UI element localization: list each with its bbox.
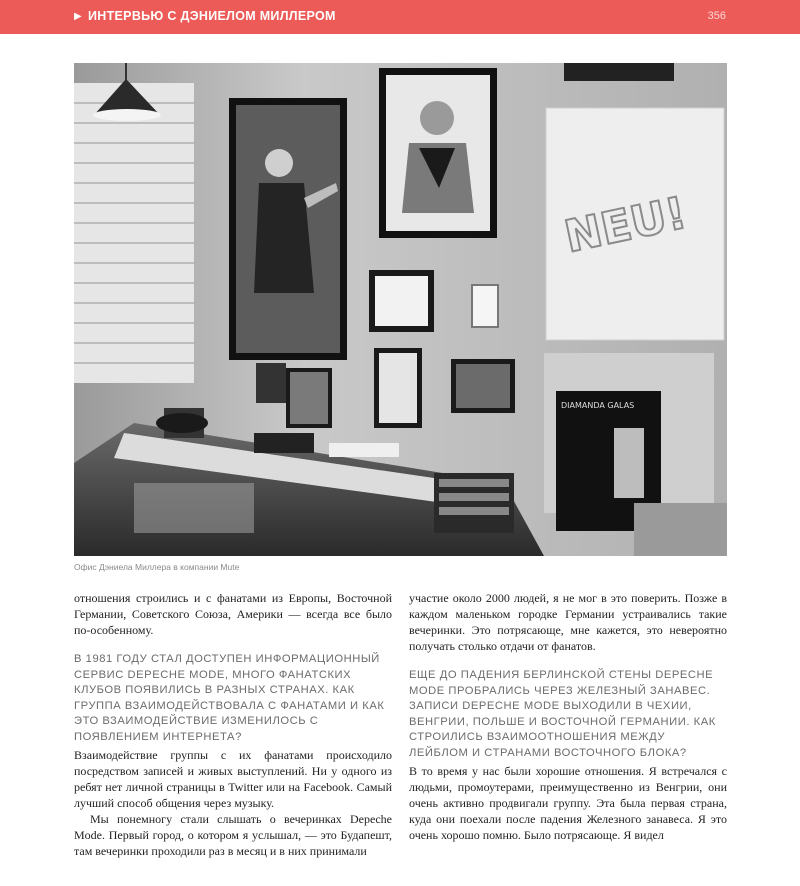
left-paragraph-2: Взаимодействие группы с их фанатами происходило посредством записей и живых выступлений. Ни у одного из ребят нет личной страницы в Twitter или на Facebook. Самый лучший способ общения через музыку.	[74, 748, 392, 810]
left-paragraph-3: Мы понемногу стали слышать о вечеринках Depeche Mode. Первый город, о котором я услышал, — это Будапешт, там вечеринки проходили раз в месяц и в них принимали	[74, 812, 392, 858]
right-paragraph-2: В то время у нас были хорошие отношения. Я встречался с людьми, промоутерами, преимущественно из Венгрии, они очень активно продвигали группу. Эта была первая страна, куда они поехали после падения Железного занавеса. Я это очень хорошо помню. Было потрясающе. Я видел	[409, 764, 727, 842]
left-question-1: В 1981 ГОДУ СТАЛ ДОСТУПЕН ИНФОРМАЦИОННЫЙ СЕРВИС DEPECHE MODE, МНОГО ФАНАТСКИХ КЛУБОВ ПОЯВИЛИСЬ В РАЗНЫХ СТРАНАХ. КАК ГРУППА ВЗАИМОДЕЙСТВОВАЛА С ФАНАТАМИ И КАК ЭТО ВЗАИМОДЕЙСТВИЕ ИЗМЕНИЛОСЬ С ПОЯВЛЕНИЕМ ИНТЕРНЕТА?	[74, 653, 385, 743]
office-photo-drawing	[74, 63, 727, 556]
right-paragraph-1: участие около 2000 людей, я не мог в это поверить. Позже в каждом маленьком городке Германии устраивались такие вечеринки. Это потрясающе, мне кажется, это невероятно получать столько отдачи от фанатов.	[409, 591, 727, 653]
section-title	[74, 9, 336, 23]
header-bar	[0, 0, 800, 34]
page-number: 356	[707, 10, 726, 22]
triangle-right-icon: ▶	[74, 10, 82, 22]
photo-caption: Офис Дэниела Миллера в компании Mute	[74, 562, 240, 572]
diamanda-poster-text: DIAMANDA GALAS	[561, 401, 635, 410]
left-paragraph-1: отношения строились и с фанатами из Европы, Восточной Германии, Советского Союза, Америки — всегда все было по-особенному.	[74, 591, 392, 637]
office-photo	[74, 63, 727, 556]
right-question-1: ЕЩЕ ДО ПАДЕНИЯ БЕРЛИНСКОЙ СТЕНЫ DEPECHE MODE ПРОБРАЛИСЬ ЧЕРЕЗ ЖЕЛЕЗНЫЙ ЗАНАВЕС. ЗАПИСИ DEPECHE MODE ВЫХОДИЛИ В ЧЕХИИ, ВЕНГРИИ, ПОЛЬШЕ И ВОСТОЧНОЙ ГЕРМАНИИ. КАК СТРОИЛИСЬ ВЗАИМООТНОШЕНИЯ МЕЖДУ ЛЕЙБЛОМ И СТРАНАМИ ВОСТОЧНОГО БЛОКА?	[409, 669, 716, 759]
left-column	[74, 590, 392, 859]
right-column	[409, 590, 727, 843]
section-title-text: ИНТЕРВЬЮ С ДЭНИЕЛОМ МИЛЛЕРОМ	[88, 9, 336, 23]
neu-poster-text: NEU!	[560, 187, 691, 263]
